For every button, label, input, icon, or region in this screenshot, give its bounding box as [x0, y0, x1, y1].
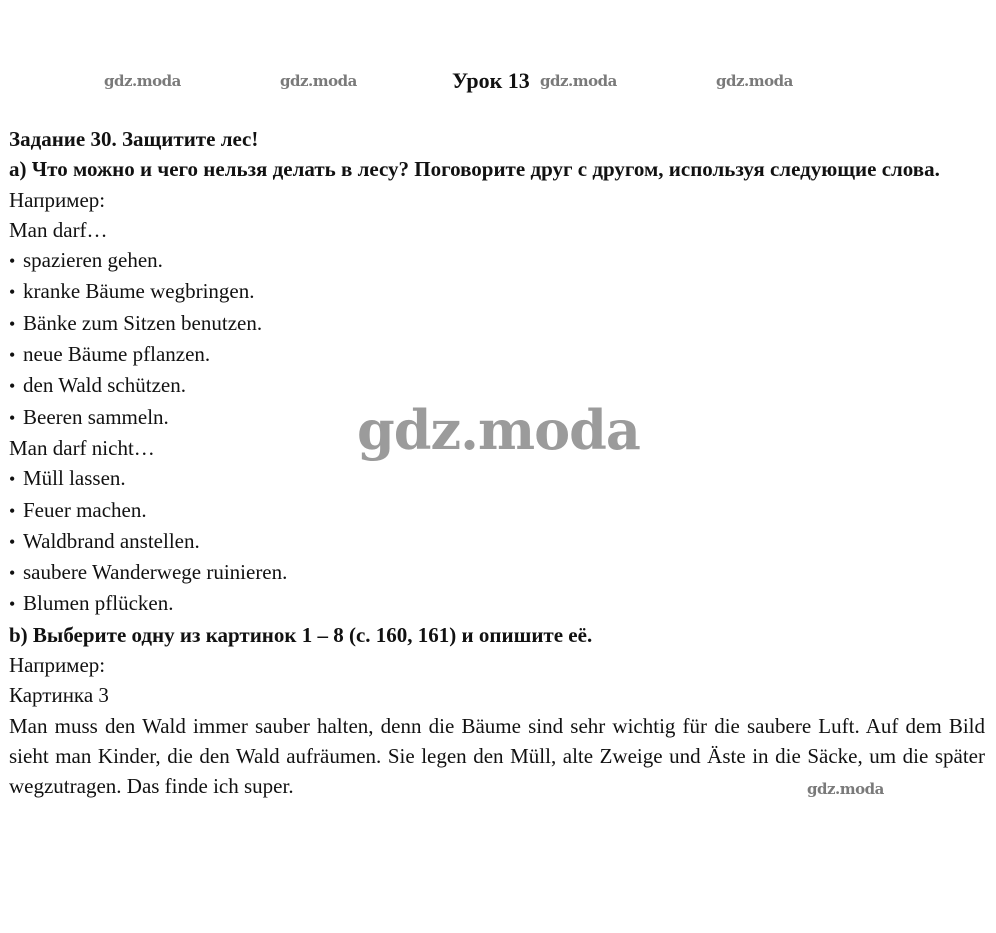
list-item-text: saubere Wanderwege ruinieren.	[23, 560, 288, 585]
list-item	[9, 495, 985, 526]
list-item-text: kranke Bäume wegbringen.	[23, 279, 255, 304]
watermark: gdz.moda	[716, 72, 793, 90]
list-item-text: Müll lassen.	[23, 466, 126, 491]
list-item	[9, 276, 985, 307]
example-label: Например:	[9, 187, 106, 212]
bullet-icon: •	[9, 376, 16, 397]
list-item-text: Feuer machen.	[23, 497, 147, 522]
list-item-text: Beeren sammeln.	[23, 404, 169, 429]
allowed-intro: Man darf…	[9, 217, 108, 242]
list-item-text: Bänke zum Sitzen benutzen.	[23, 310, 263, 335]
list-item	[9, 339, 985, 370]
task-title: Задание 30. Защитите лес!	[9, 127, 259, 151]
list-item	[9, 588, 985, 619]
bullet-icon: •	[9, 282, 16, 303]
bullet-icon: •	[9, 563, 16, 584]
task-content	[9, 124, 985, 802]
list-item-text: spazieren gehen.	[23, 248, 163, 273]
list-item-text: neue Bäume pflanzen.	[23, 342, 211, 367]
bullet-icon: •	[9, 531, 16, 552]
example-label-b: Например:	[9, 653, 106, 678]
list-item	[9, 245, 985, 276]
bullet-icon: •	[9, 500, 16, 521]
list-item	[9, 308, 985, 339]
lesson-title: Урок 13	[452, 68, 530, 93]
list-item	[9, 463, 985, 494]
bullet-icon: •	[9, 313, 16, 334]
watermark: gdz.moda	[540, 72, 617, 90]
forbidden-intro: Man darf nicht…	[9, 435, 155, 460]
list-item-text: Blumen pflücken.	[23, 591, 174, 616]
watermark-large: gdz.moda	[357, 398, 640, 462]
list-item-text: den Wald schützen.	[23, 373, 186, 398]
list-item-text: Waldbrand anstellen.	[23, 528, 200, 553]
bullet-icon: •	[9, 251, 16, 272]
watermark: gdz.moda	[280, 72, 357, 90]
bullet-icon: •	[9, 345, 16, 366]
list-item	[9, 557, 985, 588]
bullet-icon: •	[9, 594, 16, 615]
bullet-icon: •	[9, 469, 16, 490]
answer-paragraph: Man muss den Wald immer sauber halten, denn die Bäume sind sehr wichtig für die saubere Luft. Auf dem Bild sieht man Kinder, die den Wald aufräumen. Sie legen den Müll, alte Zweige und Äste in die Säcke, um die später wegzutragen. Das finde ich super.	[9, 713, 985, 799]
watermark: gdz.moda	[807, 780, 884, 798]
picture-label: Картинка 3	[9, 683, 109, 708]
list-item	[9, 370, 985, 401]
task-part-b: b) Выберите одну из картинок 1 – 8 (с. 160, 161) и опишите её.	[9, 622, 593, 647]
bullet-icon: •	[9, 407, 16, 428]
task-part-a: а) Что можно и чего нельзя делать в лесу? Поговорите друг с другом, используя следующие слова.	[9, 157, 940, 182]
watermark: gdz.moda	[104, 72, 181, 90]
list-item	[9, 526, 985, 557]
